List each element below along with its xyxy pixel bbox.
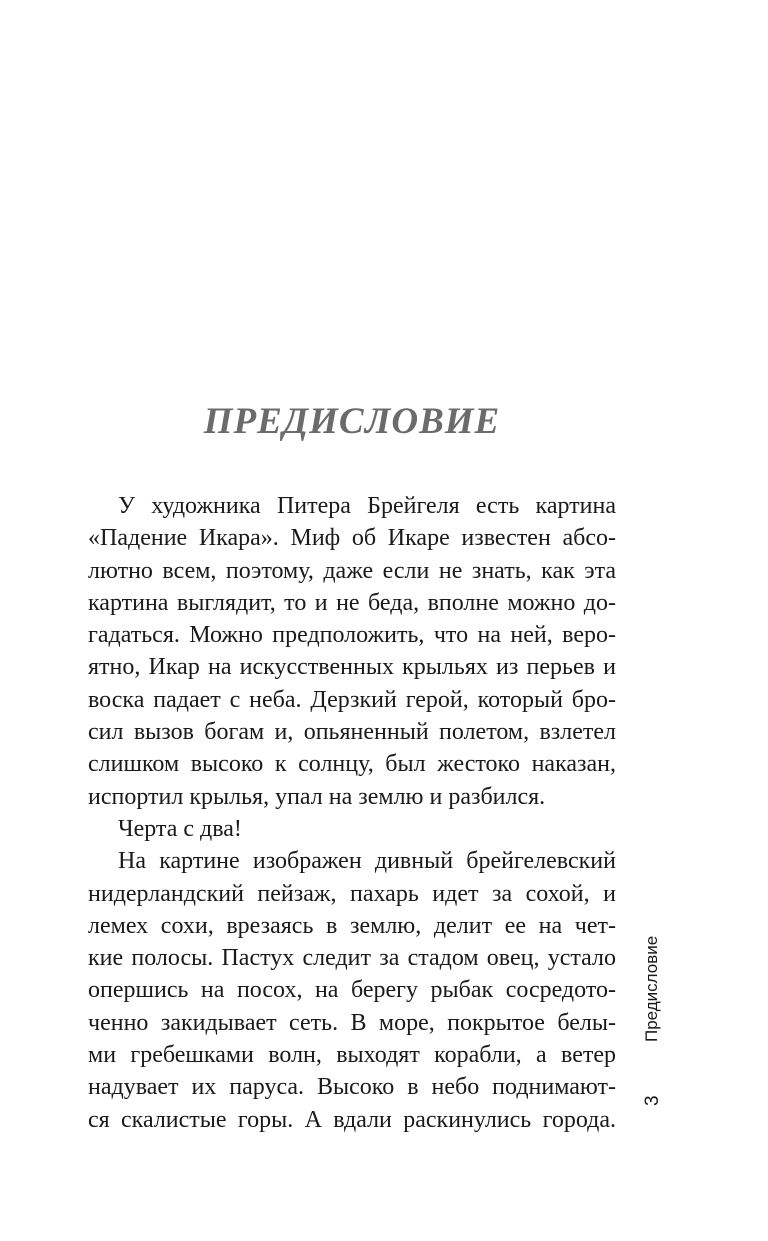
chapter-title: ПРЕДИСЛОВИЕ xyxy=(203,401,501,442)
text-line: гадаться. Можно предположить, что на ней, веро- xyxy=(88,622,616,649)
text-line: «Падение Икара». Миф об Икаре известен абсо- xyxy=(88,525,616,552)
text-line: У художника Питера Брейгеля есть картина xyxy=(118,493,616,519)
text-line: надувает их паруса. Высоко в небо поднимают- xyxy=(88,1074,616,1101)
text-line: опершись на посох, на берегу рыбак сосредото- xyxy=(88,977,616,1004)
text-line: ченно закидывает сеть. В море, покрытое белы- xyxy=(88,1009,616,1036)
text-line: лютно всем, поэтому, даже если не знать, как эта xyxy=(88,557,616,584)
text-line: кие полосы. Пастух следит за стадом овец, устало xyxy=(88,945,616,972)
text-line: Черта с два! xyxy=(118,815,242,842)
text-line: воска падает с неба. Дерзкий герой, который бро- xyxy=(88,686,616,713)
text-line: сил вызов богам и, опьяненный полетом, взлетел xyxy=(88,719,616,746)
text-line: На картине изображен дивный брейгелевский xyxy=(118,848,616,875)
text-line: нидерландский пейзаж, пахарь идет за сохой, и xyxy=(88,880,616,907)
running-head: Предисловие xyxy=(642,935,661,1042)
text-line: лемех сохи, врезаясь в землю, делит ее на чет- xyxy=(88,912,616,939)
body-text xyxy=(88,490,616,1136)
text-line: слишком высоко к солнцу, был жестоко наказан, xyxy=(88,751,616,778)
text-line: ся скалистые горы. А вдали раскинулись города. xyxy=(88,1106,616,1133)
page-number: 3 xyxy=(642,1095,663,1107)
text-line: ми гребешками волн, выходят корабли, а ветер xyxy=(88,1042,616,1069)
text-line: ятно, Икар на искусственных крыльях из перьев и xyxy=(88,654,616,681)
text-line: испортил крылья, упал на землю и разбился. xyxy=(88,783,546,810)
text-line: картина выглядит, то и не беда, вполне можно до- xyxy=(88,589,616,616)
